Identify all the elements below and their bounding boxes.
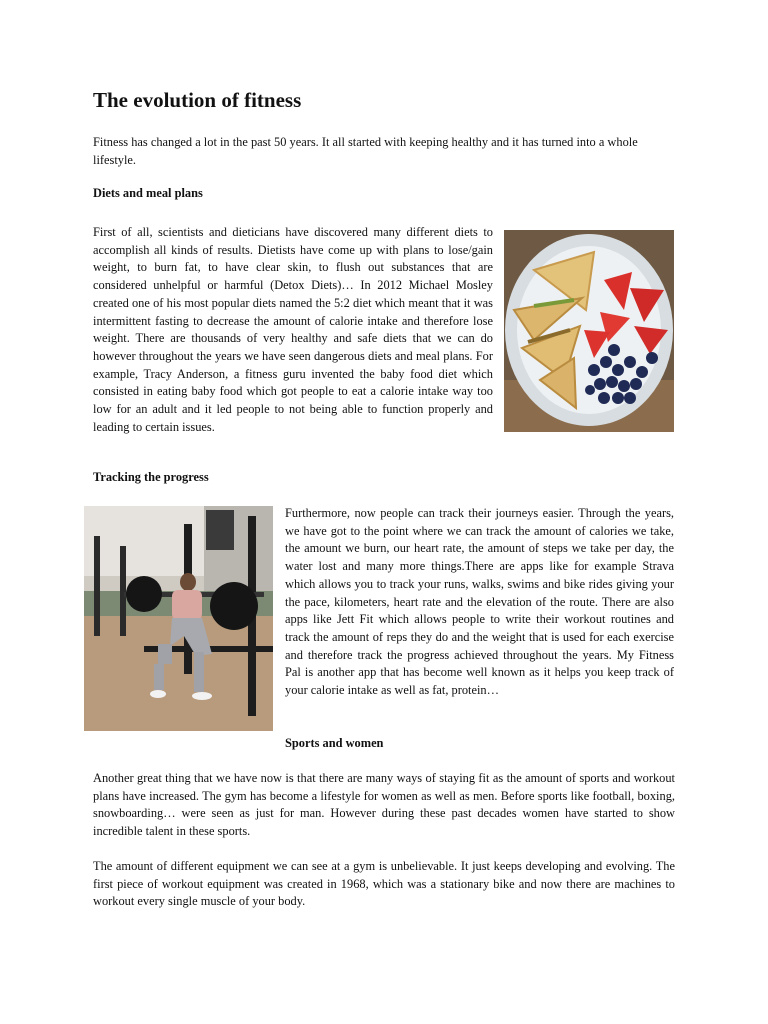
gym-squat-image: [84, 506, 273, 731]
diets-paragraph: First of all, scientists and dieticians have discovered many different diets to accomplish all kinds of results. Dietists have come up with plans to lose/gain weight, to burn fat, to have clear skin, to flush out substances that are considered unhelpful or harmful (Detox Diets)… In 2012 Michael Mosley created one of his most popular diets named the 5:2 diet which meant that it was intermittent fasting to decrease the amount of calorie intake and therefore lose weight. There are thousands of very healthy and safe diets that we can do however throughout the years we have seen dangerous diets and meal plans. For example, Tracy Anderson, a fitness guru invented the baby food diet which consisted in eating baby food which got people to eat a calorie intake way too low for an adult and it led people to not being able to function properly and leading to certain issues.: [93, 225, 493, 434]
sports-paragraph: Another great thing that we have now is that there are many ways of staying fit as the amount of sports and workout plans have increased. The gym has become a lifestyle for women as well as men. Before sports like football, boxing, snowboarding… were seen as just for man. However during these past decades women have started to show incredible talent in these sports.: [93, 771, 675, 839]
tracking-paragraph: Furthermore, now people can track their journeys easier. Through the years, we have got to the point where we can track the amount of calories we take, the amount we burn, our heart rate, the amount of steps we take per day, the water lost and many more things.There are apps like for example Strava which allows you to track your runs, walks, swims and bike rides giving your the pace, kilometers, heart rate and the elevation of the route. There are also apps like Jett Fit which allows people to write their workout routines and track the amount of reps they do and the weight that is used for each exercise and therefore track the progress achieved throughout the years. My Fitness Pal is another app that has become well known as it helps you keep track of your calorie intake as well as fat, protein…: [285, 506, 674, 698]
sports-heading: Sports and women: [285, 736, 384, 750]
equipment-paragraph: The amount of different equipment we can see at a gym is unbelievable. It just keeps developing and evolving. The first piece of workout equipment was created in 1968, which was a stationary bike and now there are machines to workout every single muscle of your body.: [93, 859, 675, 909]
food-plate-image: [504, 230, 674, 432]
intro-paragraph: Fitness has changed a lot in the past 50 years. It all started with keeping healthy and it has turned into a whole lifestyle.: [93, 135, 638, 167]
diets-heading: Diets and meal plans: [93, 186, 203, 200]
page-title: The evolution of fitness: [93, 88, 302, 112]
tracking-heading: Tracking the progress: [93, 470, 209, 484]
